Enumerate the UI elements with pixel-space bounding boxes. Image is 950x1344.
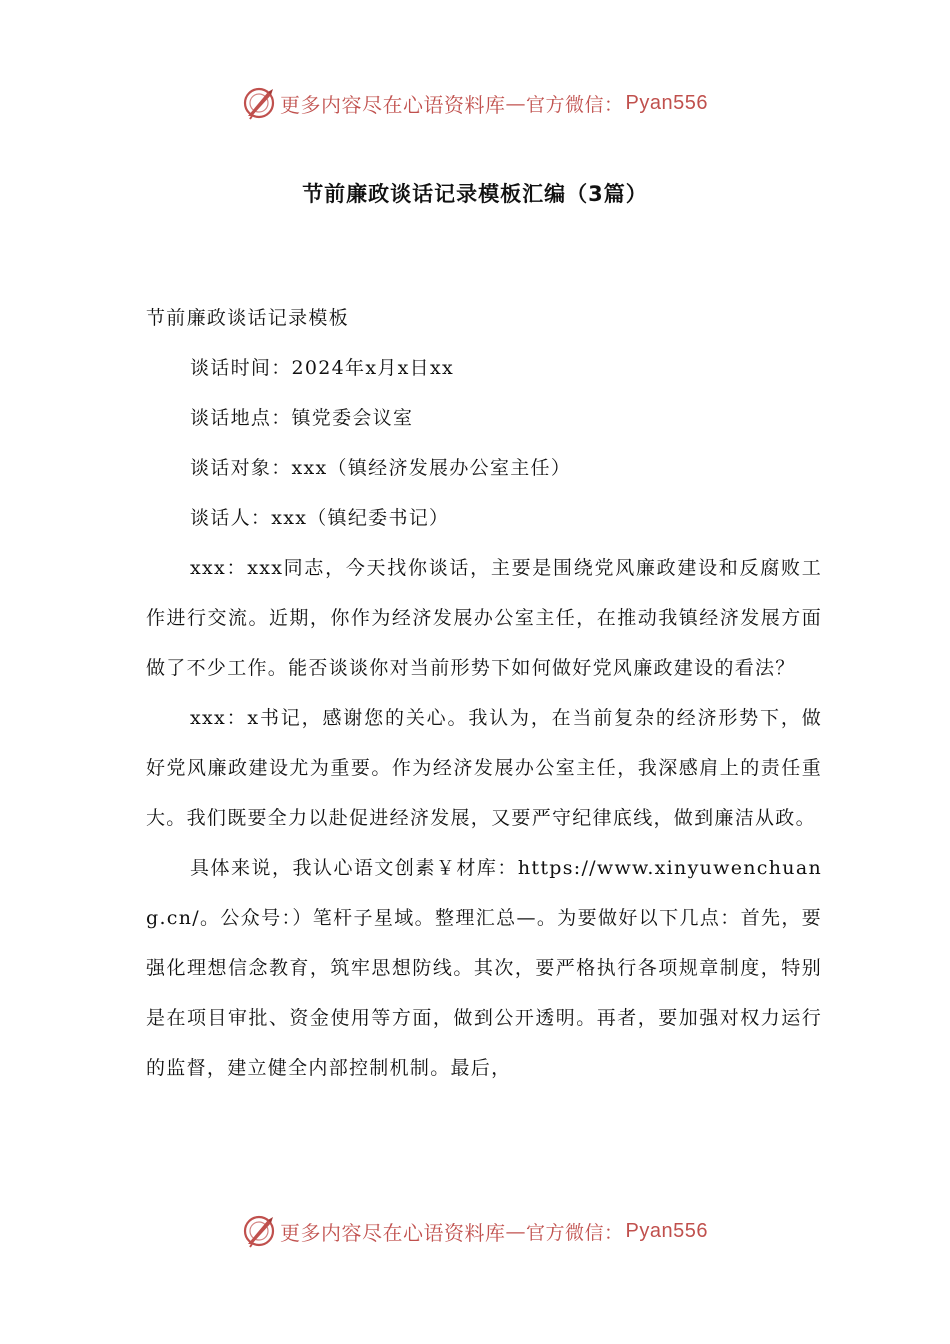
meta-time: 谈话时间：2024年x月x日xx — [190, 357, 455, 379]
meta-place: 谈话地点：镇党委会议室 — [190, 407, 414, 429]
banner-official-label: 官方微信： — [526, 93, 624, 116]
banner-text: 更多内容尽在心语资料库 — [280, 1220, 506, 1245]
document-title: 节前廉政谈话记录模板汇编（3篇） — [302, 182, 648, 206]
meta-speaker: 谈话人：xxx（镇纪委书记） — [190, 507, 450, 529]
footer-banner — [0, 1211, 950, 1251]
paragraph: xxx：x书记，感谢您的关心。我认为，在当前复杂的经济形势下，做好党风廉政建设尤为重要。作为经济发展办公室主任，我深感肩上的责任重大。我们既要全力以赴促进经济发展，又要严守纪律底线，做到廉洁从政。 — [146, 707, 822, 829]
banner-text: 更多内容尽在心语资料库 — [280, 92, 506, 117]
banner-separator: — — [505, 91, 526, 115]
quill-logo-icon — [242, 1214, 276, 1248]
meta-subject: 谈话对象：xxx（镇经济发展办公室主任） — [190, 457, 572, 479]
banner-official-label: 官方微信： — [526, 1221, 624, 1244]
banner-wechat-id: Pyan556 — [625, 91, 708, 114]
section-heading: 节前廉政谈话记录模板 — [146, 307, 350, 329]
paragraph: xxx：xxx同志，今天找你谈话，主要是围绕党风廉政建设和反腐败工作进行交流。近期，你作为经济发展办公室主任，在推动我镇经济发展方面做了不少工作。能否谈谈你对当前形势下如何做好党风廉政建设的看法？ — [146, 557, 822, 679]
banner-wechat-id: Pyan556 — [625, 1219, 708, 1242]
banner-separator: — — [505, 1219, 526, 1243]
document-body — [146, 293, 822, 1093]
paragraph: 具体来说，我认心语文创素￥材库：https://www.xinyuwenchuang.cn/。公众号：）笔杆子星域。整理汇总—。为要做好以下几点：首先，要强化理想信念教育，筑牢思想防线。其次，要严格执行各项规章制度，特别是在项目审批、资金使用等方面，做到公开透明。再者，要加强对权力运行的监督，建立健全内部控制机制。最后， — [146, 857, 822, 1079]
header-banner — [0, 83, 950, 123]
quill-logo-icon — [242, 86, 276, 120]
